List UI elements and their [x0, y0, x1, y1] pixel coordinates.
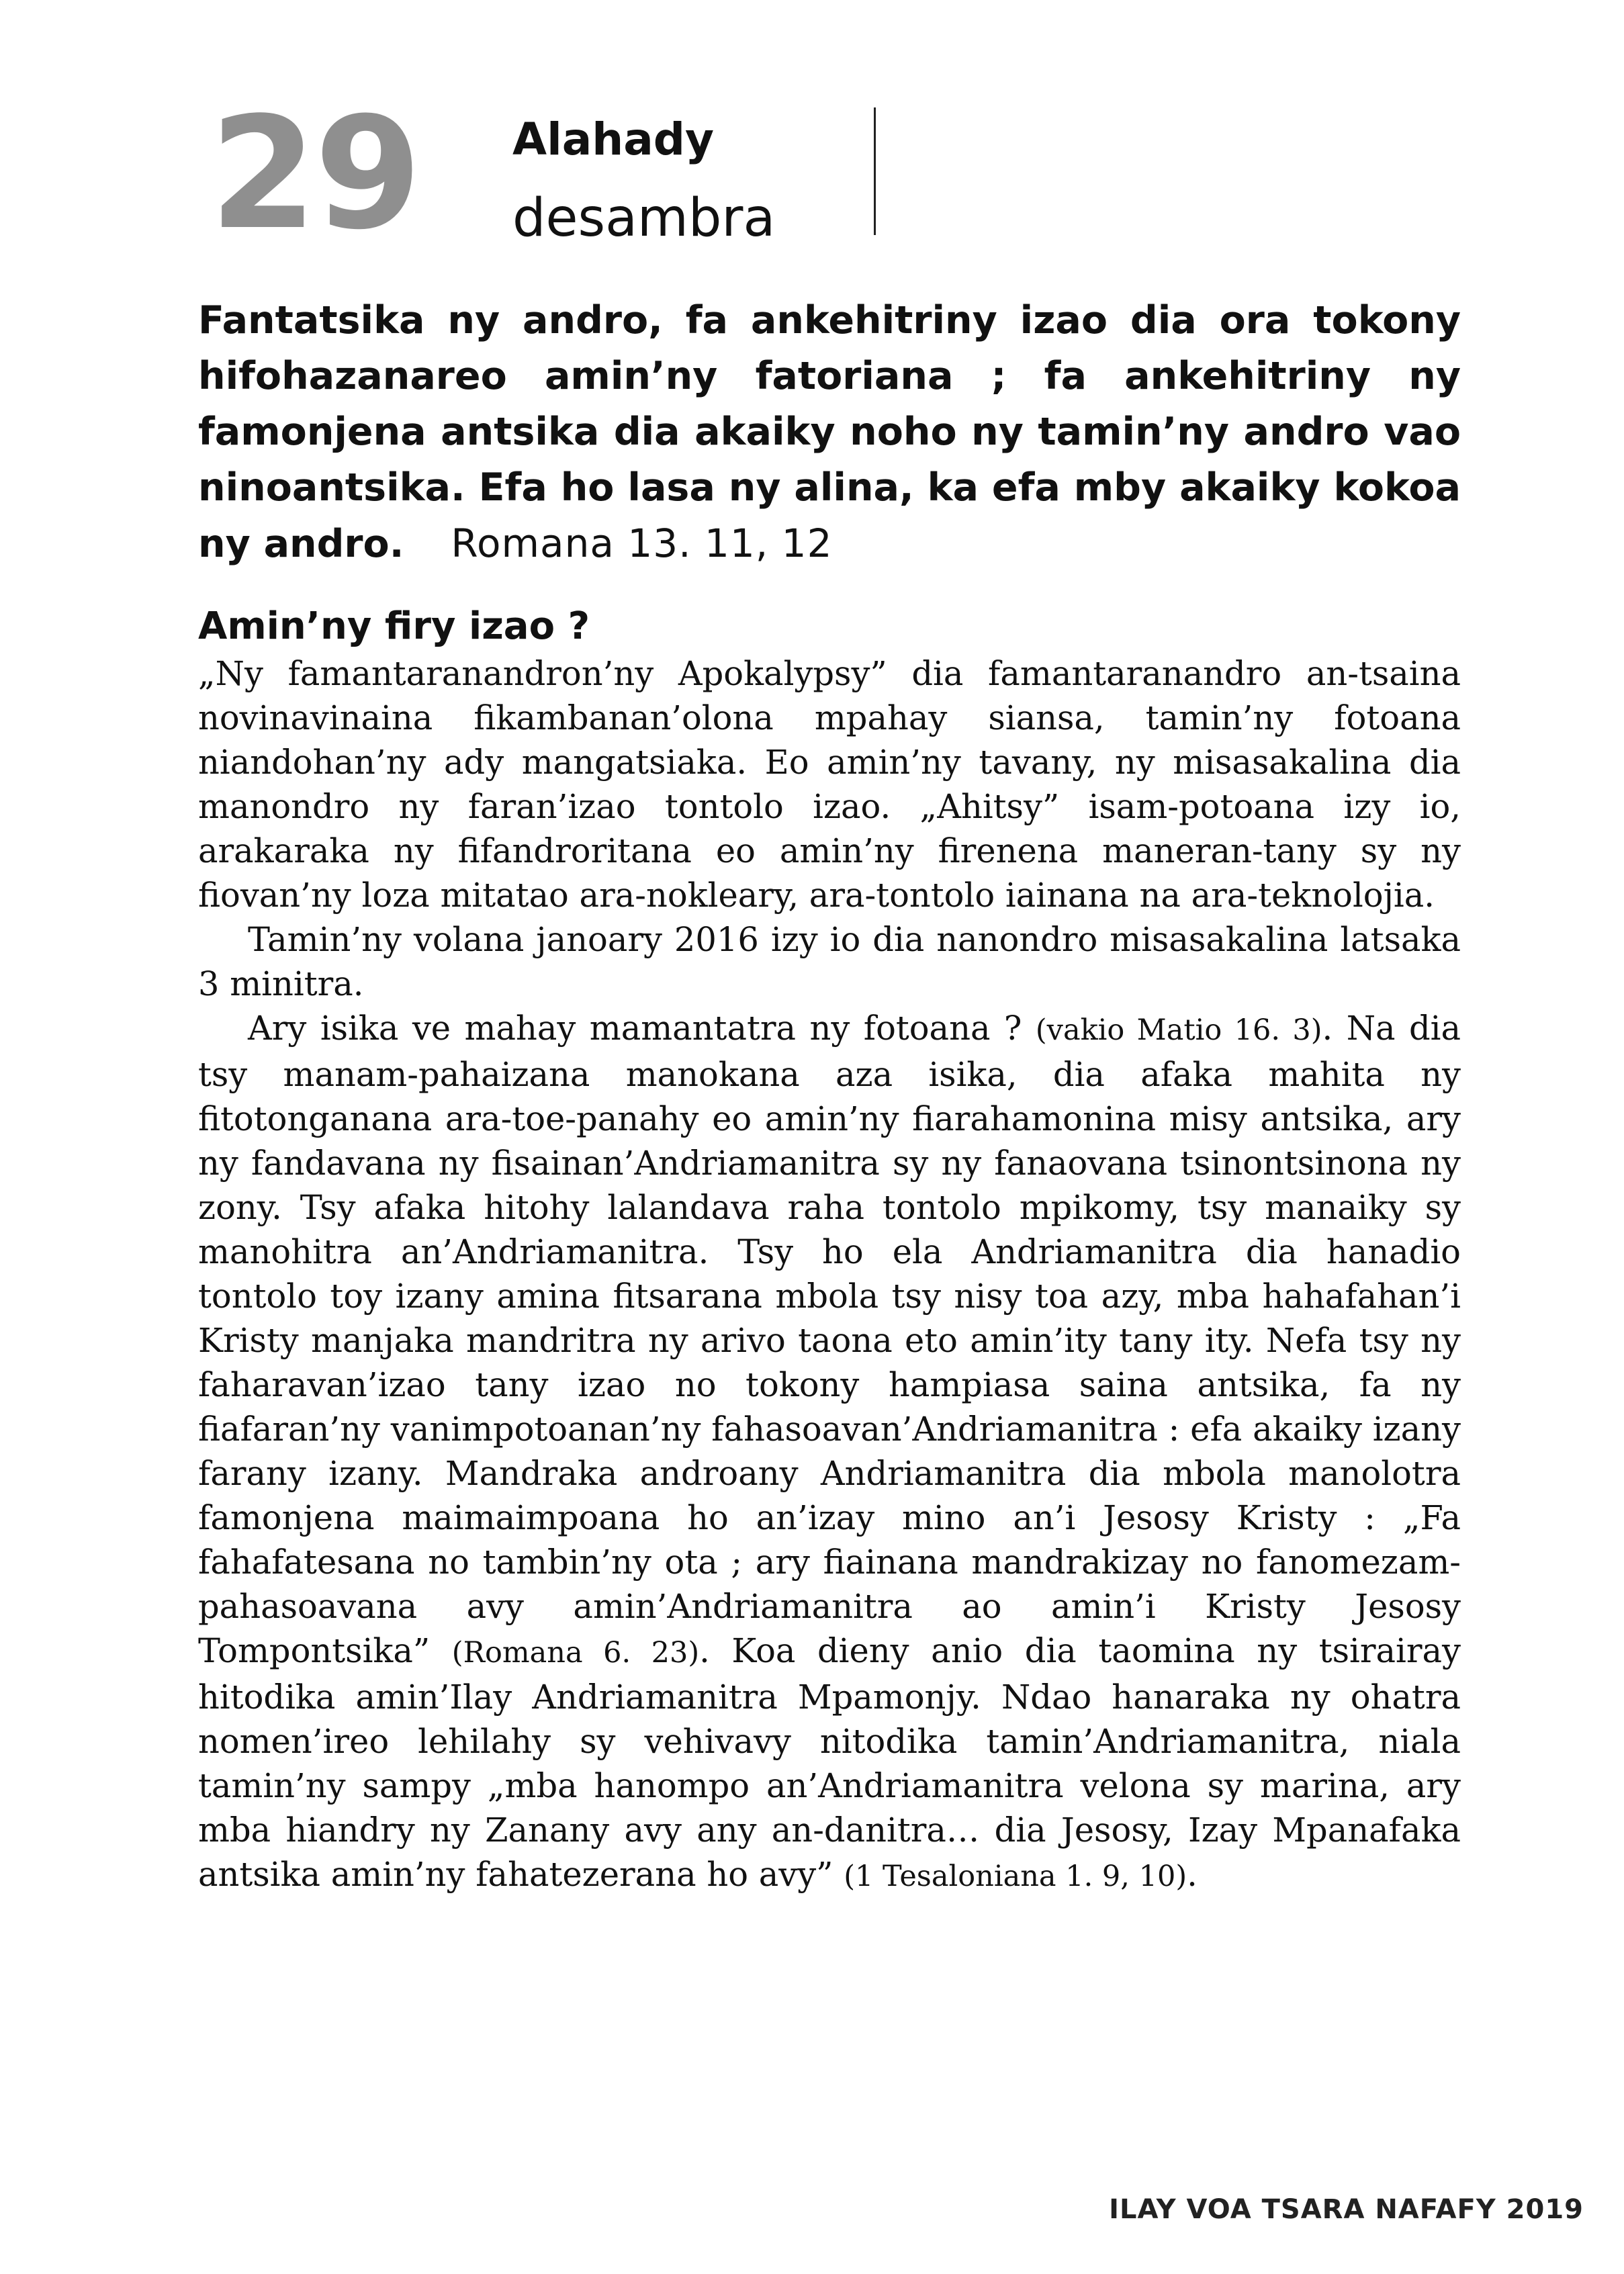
paragraph-2: Tamin’ny volana janoary 2016 izy io dia nanondro misasakalina latsaka 3 minitra.: [198, 920, 1461, 1003]
paragraph-3-part-b: . Na dia tsy manam-pahaizana manokana aza isika, dia afaka mahita ny fitotonganana ara-toe-panahy eo amin’ny fiarahamonina misy antsika, ary ny fandavana ny fisainan’Andriamanitra sy ny fanaovana tsinontsinona ny zony. Tsy afaka hitohy lalandava raha tontolo mpikomy, tsy manaiky sy manohitra an’Andriamanitra. Tsy ho ela Andriamanitra dia hanadio tontolo toy izany amina fitsarana mbola tsy nisy toa azy, mba hahafahan’i Kristy manjaka mandritra ny arivo taona eto amin’ity tany ity. Nefa tsy ny faharavan’izao tany izao no tokony hampiasa saina antsika, fa ny fiafaran’ny vanimpotoanan’ny fahasoavan’Andriamanitra : efa akaiky izany farany izany. Mandraka androany Andriamanitra dia mbola manolotra famonjena maimaimpoana ho an’izay mino an’i Jesosy Kristy : „Fa fahafatesana no tambin’ny ota ; ary fiainana mandrakizay no fanomezam-pahasoavana avy amin’Andriamanitra ao amin’i Kristy Jesosy Tompontsika”: [198, 1009, 1461, 1670]
verse-reference: Romana 13. 11, 12: [451, 520, 833, 566]
scripture-ref-3: (1 Tesaloniana 1. 9, 10): [844, 1860, 1187, 1893]
verse-text: Fantatsika ny andro, fa ankehitriny izao dia ora tokony hifohazanareo amin’ny fatoriana ; fa ankehitriny ny famonjena antsika dia akaiky noho ny tamin’ny andro vao ninoantsika. Efa ho lasa ny alina, ka efa mby akaiky kokoa ny andro.: [198, 298, 1461, 566]
scripture-ref-1: (vakio Matio 16. 3): [1035, 1013, 1322, 1047]
paragraph-3: [198, 1006, 1461, 1899]
day-number: 29: [210, 85, 420, 264]
publication-footer: ILAY VOA TSARA NAFAFY 2019: [1109, 2194, 1584, 2225]
body-text: [198, 651, 1461, 1899]
header-divider: [874, 107, 876, 235]
paragraph-3-part-d: .: [1187, 1855, 1198, 1894]
paragraph-3-part-a: Ary isika ve mahay mamantatra ny fotoana ?: [248, 1009, 1036, 1048]
section-heading: Amin’ny firy izao ?: [198, 604, 590, 648]
scripture-ref-2: (Romana 6. 23): [451, 1636, 700, 1670]
paragraph-3-part-c: . Koa dieny anio dia taomina ny tsirairay hitodika amin’Ilay Andriamanitra Mpamonjy. Ndao hanaraka ny ohatra nomen’ireo lehilahy sy vehivavy nitodika tamin’Andriamanitra, niala tamin’ny sampy „mba hanompo an’Andriamanitra velona sy marina, ary mba hiandry ny Zanany avy any an-danitra… dia Jesosy, Izay Mpanafaka antsika amin’ny fahatezerana ho avy”: [198, 1631, 1461, 1894]
paragraph-1: „Ny famantaranandron’ny Apokalypsy” dia famantaranandro an-tsaina novinavinaina fikambanan’olona mpahay siansa, tamin’ny fotoana niandohan’ny ady mangatsiaka. Eo amin’ny tavany, ny misasakalina dia manondro ny faran’izao tontolo izao. „Ahitsy” isam-potoana izy io, arakaraka ny fifandroritana eo amin’ny firenena maneran-tany sy ny fiovan’ny loza mitatao ara-nokleary, ara-tontolo iainana na ara-teknolojia.: [198, 654, 1461, 915]
key-verse: [198, 293, 1461, 572]
weekday: Alahady: [512, 113, 715, 165]
month: desambra: [512, 188, 776, 248]
